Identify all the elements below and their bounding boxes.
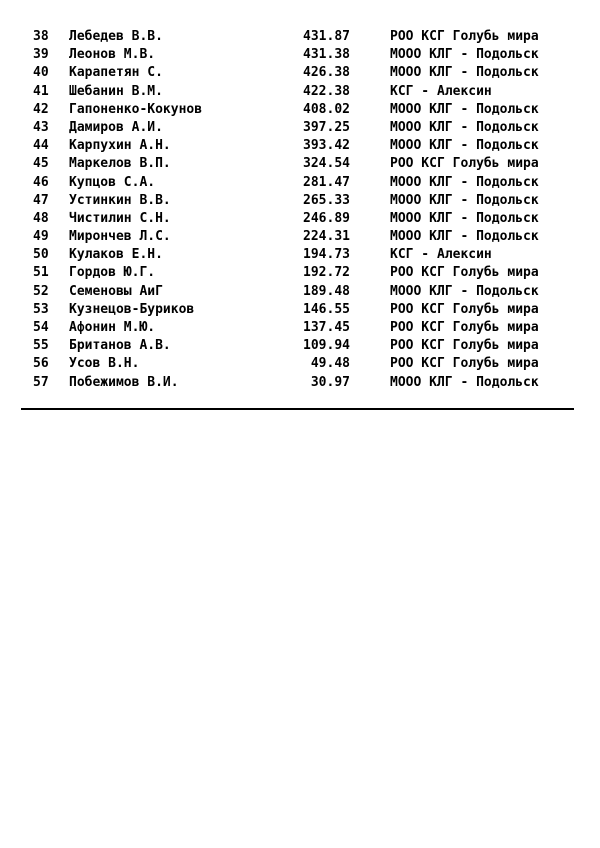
place-number: 39 [33, 47, 49, 63]
table-row [0, 210, 600, 228]
score-value: 194.73 [303, 247, 350, 263]
table-row [0, 319, 600, 337]
score-value: 431.38 [303, 47, 350, 63]
score-value: 393.42 [303, 138, 350, 154]
place-number: 54 [33, 320, 49, 335]
score-value: 408.02 [303, 101, 350, 117]
table-row [0, 101, 600, 119]
place-number: 47 [33, 192, 49, 208]
place-number: 46 [33, 174, 49, 190]
club-name: МООО КЛГ - Подольск [390, 192, 539, 208]
score-value: 281.47 [303, 174, 350, 190]
table-row [0, 301, 600, 319]
place-number: 49 [33, 229, 49, 245]
club-name: РОО КСГ Голубь мира [390, 338, 539, 354]
club-name: МООО КЛГ - Подольск [390, 229, 539, 245]
place-number: 57 [33, 374, 49, 390]
place-number: 45 [33, 156, 49, 172]
club-name: МООО КЛГ - Подольск [390, 283, 539, 299]
place-number: 44 [33, 138, 49, 154]
score-value: 49.48 [310, 356, 350, 372]
results-table [0, 28, 600, 392]
participant-name: Шебанин В.М. [69, 83, 163, 99]
score-value: 265.33 [303, 192, 350, 208]
table-row [0, 246, 600, 264]
participant-name: Лебедев В.В. [69, 29, 163, 44]
table-row [0, 64, 600, 82]
score-value: 30.97 [310, 374, 350, 390]
participant-name: Купцов С.А. [69, 174, 156, 190]
table-row [0, 264, 600, 282]
participant-name: Усов В.Н. [69, 356, 140, 372]
table-row [0, 174, 600, 192]
table-row [0, 192, 600, 210]
club-name: РОО КСГ Голубь мира [390, 265, 539, 281]
participant-name: Семеновы АиГ [69, 283, 163, 299]
place-number: 55 [33, 338, 49, 354]
table-row [0, 228, 600, 246]
club-name: РОО КСГ Голубь мира [390, 356, 539, 372]
score-value: 431.87 [303, 29, 350, 44]
club-name: МООО КЛГ - Подольск [390, 101, 539, 117]
participant-name: Карапетян С. [69, 65, 163, 81]
participant-name: Гапоненко-Кокунов [69, 101, 203, 117]
club-name: РОО КСГ Голубь мира [390, 156, 539, 172]
club-name: МООО КЛГ - Подольск [390, 374, 539, 390]
club-name: КСГ - Алексин [390, 247, 492, 263]
club-name: МООО КЛГ - Подольск [390, 138, 539, 154]
place-number: 53 [33, 301, 49, 317]
participant-name: Кулаков Е.Н. [69, 247, 163, 263]
club-name: МООО КЛГ - Подольск [390, 47, 539, 63]
score-value: 192.72 [303, 265, 350, 281]
score-value: 109.94 [303, 338, 350, 354]
participant-name: Дамиров А.И. [69, 119, 163, 135]
club-name: МООО КЛГ - Подольск [390, 119, 539, 135]
club-name: РОО КСГ Голубь мира [390, 320, 539, 335]
table-row [0, 337, 600, 355]
place-number: 38 [33, 29, 49, 44]
participant-name: Гордов Ю.Г. [69, 265, 156, 281]
participant-name: Маркелов В.П. [69, 156, 171, 172]
participant-name: Устинкин В.В. [69, 192, 171, 208]
table-row [0, 137, 600, 155]
club-name: МООО КЛГ - Подольск [390, 210, 539, 226]
participant-name: Чистилин С.Н. [69, 210, 171, 226]
table-row [0, 155, 600, 173]
score-value: 426.38 [303, 65, 350, 81]
place-number: 56 [33, 356, 49, 372]
score-value: 137.45 [303, 320, 350, 335]
bottom-rule [21, 408, 574, 410]
table-row [0, 355, 600, 373]
table-row [0, 283, 600, 301]
place-number: 52 [33, 283, 49, 299]
place-number: 42 [33, 101, 49, 117]
participant-name: Мирончев Л.С. [69, 229, 171, 245]
place-number: 40 [33, 65, 49, 81]
club-name: РОО КСГ Голубь мира [390, 29, 539, 44]
participant-name: Леонов М.В. [69, 47, 156, 63]
place-number: 50 [33, 247, 49, 263]
club-name: МООО КЛГ - Подольск [390, 65, 539, 81]
participant-name: Карпухин А.Н. [69, 138, 171, 154]
club-name: РОО КСГ Голубь мира [390, 301, 539, 317]
table-row [0, 28, 600, 46]
score-value: 324.54 [303, 156, 350, 172]
participant-name: Британов А.В. [69, 338, 171, 354]
score-value: 246.89 [303, 210, 350, 226]
place-number: 48 [33, 210, 49, 226]
place-number: 51 [33, 265, 49, 281]
score-value: 189.48 [303, 283, 350, 299]
score-value: 224.31 [303, 229, 350, 245]
table-row [0, 119, 600, 137]
place-number: 41 [33, 83, 49, 99]
table-row [0, 374, 600, 392]
score-value: 397.25 [303, 119, 350, 135]
place-number: 43 [33, 119, 49, 135]
participant-name: Побежимов В.И. [69, 374, 179, 390]
club-name: КСГ - Алексин [390, 83, 492, 99]
table-row [0, 46, 600, 64]
score-value: 422.38 [303, 83, 350, 99]
participant-name: Афонин М.Ю. [69, 320, 156, 335]
participant-name: Кузнецов-Буриков [69, 301, 195, 317]
table-row [0, 83, 600, 101]
club-name: МООО КЛГ - Подольск [390, 174, 539, 190]
score-value: 146.55 [303, 301, 350, 317]
